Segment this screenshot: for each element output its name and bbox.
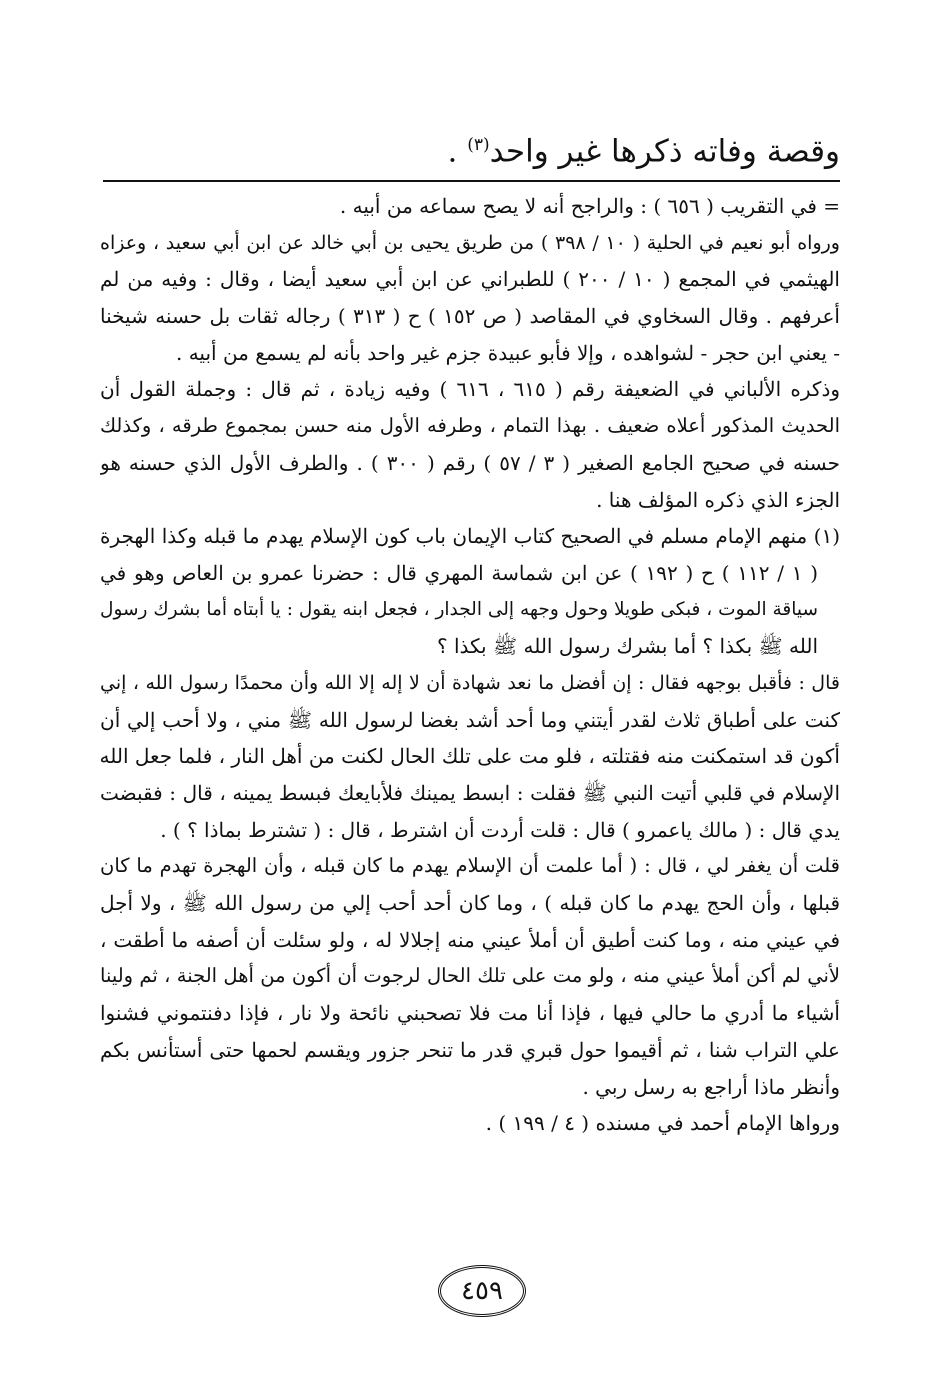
footnote-line: قال : فأقبل بوجهه فقال : إن أفضل ما نعد شهادة أن لا إله إلا الله وأن محمدًا رسول الله ، إني bbox=[100, 671, 840, 694]
footnote-line: ورواها الإمام أحمد في مسنده ( ٤ / ١٩٩ ) . bbox=[485, 1111, 840, 1136]
footnote-line: ورواه أبو نعيم في الحلية ( ١٠ / ٣٩٨ ) من طريق يحيى بن أبي خالد عن ابن أبي سعيد ، وعزاه bbox=[100, 231, 840, 254]
footnote-line: أعرفهم . وقال السخاوي في المقاصد ( ص ١٥٢ ) ح ( ٣١٣ ) رجاله ثقات بل حسنه شيخنا bbox=[100, 304, 840, 329]
footnotes bbox=[100, 188, 840, 1142]
footnote-ref-3: (٣) bbox=[467, 135, 490, 155]
footnote-line: علي التراب شنا ، ثم أقيموا حول قبري قدر ما تنحر جزور ويقسم لحمها حتى أستأنس بكم bbox=[100, 1037, 840, 1062]
footnote-line: أشياء ما أدري ما حالي فيها ، فإذا أنا مت فلا تصحبني نائحة ولا نار ، فإذا دفنتموني فشنوا bbox=[100, 1001, 840, 1026]
footnote-line: أكون قد استمكنت منه فقتلته ، فلو مت على تلك الحال لكنت من أهل النار ، فلما جعل الله bbox=[100, 744, 840, 769]
footnote-line: وأنظر ماذا أراجع به رسل ربي . bbox=[582, 1074, 840, 1099]
footnote-line: الله ﷺ بكذا ؟ أما بشرك رسول الله ﷺ بكذا ؟ bbox=[436, 634, 818, 659]
footnote-line: في عيني منه ، وما كنت أطيق أن أملأ عيني منه إجلالا له ، ولو سئلت أن أصفه ما أطقت ، bbox=[100, 927, 840, 952]
footnote-line: = في التقريب ( ٦٥٦ ) : والراجح أنه لا يصح سماعه من أبيه . bbox=[339, 194, 840, 218]
main-text: وقصة وفاته ذكرها غير واحد bbox=[489, 133, 840, 170]
footnote-line: يدي قال : ( مالك ياعمرو ) قال : قلت أردت أن اشترط ، قال : ( تشترط بماذا ؟ ) . bbox=[160, 817, 840, 842]
footnote-line: الجزء الذي ذكره المؤلف هنا . bbox=[596, 487, 840, 512]
footnote-line: حسنه في صحيح الجامع الصغير ( ٣ / ٥٧ ) رقم ( ٣٠٠ ) . والطرف الأول الذي حسنه هو bbox=[100, 450, 840, 475]
footnote-line: لأني لم أكن أملأ عيني منه ، ولو مت على تلك الحال لرجوت أن أكون من أهل الجنة ، ثم ولينا bbox=[100, 964, 840, 988]
main-text-end: . bbox=[447, 133, 468, 170]
footnote-line: سياقة الموت ، فبكى طويلا وحول وجهه إلى الجدار ، فجعل ابنه يقول : يا أبتاه أما بشرك رسول bbox=[100, 598, 818, 620]
footnote-line: الهيثمي في المجمع ( ١٠ / ٢٠٠ ) للطبراني عن ابن أبي سعيد أيضا ، وقال : وفيه من لم bbox=[100, 267, 840, 292]
main-text-line bbox=[447, 124, 840, 172]
footnote-divider bbox=[103, 180, 840, 182]
footnote-line: كنت على أطباق ثلاث لقدر أيتني وما أحد أشد بغضا لرسول الله ﷺ مني ، ولا أحب إلي أن bbox=[100, 707, 840, 732]
footnote-line: الإسلام في قلبي أتيت النبي ﷺ فقلت : ابسط يمينك فلأبايعك فبسط يمينه ، قال : فقبضت bbox=[100, 781, 840, 805]
footnote-line: ( ١ / ١١٢ ) ح ( ١٩٢ ) عن ابن شماسة المهري قال : حضرنا عمرو بن العاص وهو في bbox=[100, 560, 818, 585]
footnote-line: - يعني ابن حجر - لشواهده ، وإلا فأبو عبيدة جزم غير واحد بأنه لم يسمع من أبيه . bbox=[175, 340, 840, 365]
footnote-line: قلت أن يغفر لي ، قال : ( أما علمت أن الإسلام يهدم ما كان قبله ، وأن الهجرة تهدم ما كان bbox=[100, 854, 840, 878]
page-number: ٤٥٩ bbox=[438, 1265, 526, 1317]
footnote-line: قبلها ، وأن الحج يهدم ما كان قبله ) ، وما كان أحد أحب إلي من رسول الله ﷺ ، ولا أجل bbox=[100, 891, 840, 916]
footnote-line: وذكره الألباني في الضعيفة رقم ( ٦١٥ ، ٦١٦ ) وفيه زيادة ، ثم قال : وجملة القول أن bbox=[100, 377, 840, 402]
footnote-line: (١) منهم الإمام مسلم في الصحيح كتاب الإيمان باب كون الإسلام يهدم ما قبله وكذا الهجرة bbox=[100, 524, 840, 549]
footnote-line: الحديث المذكور أعلاه ضعيف . بهذا التمام ، وطرفه الأول منه حسن بمجموع طرقه ، وكذلك bbox=[100, 414, 840, 438]
